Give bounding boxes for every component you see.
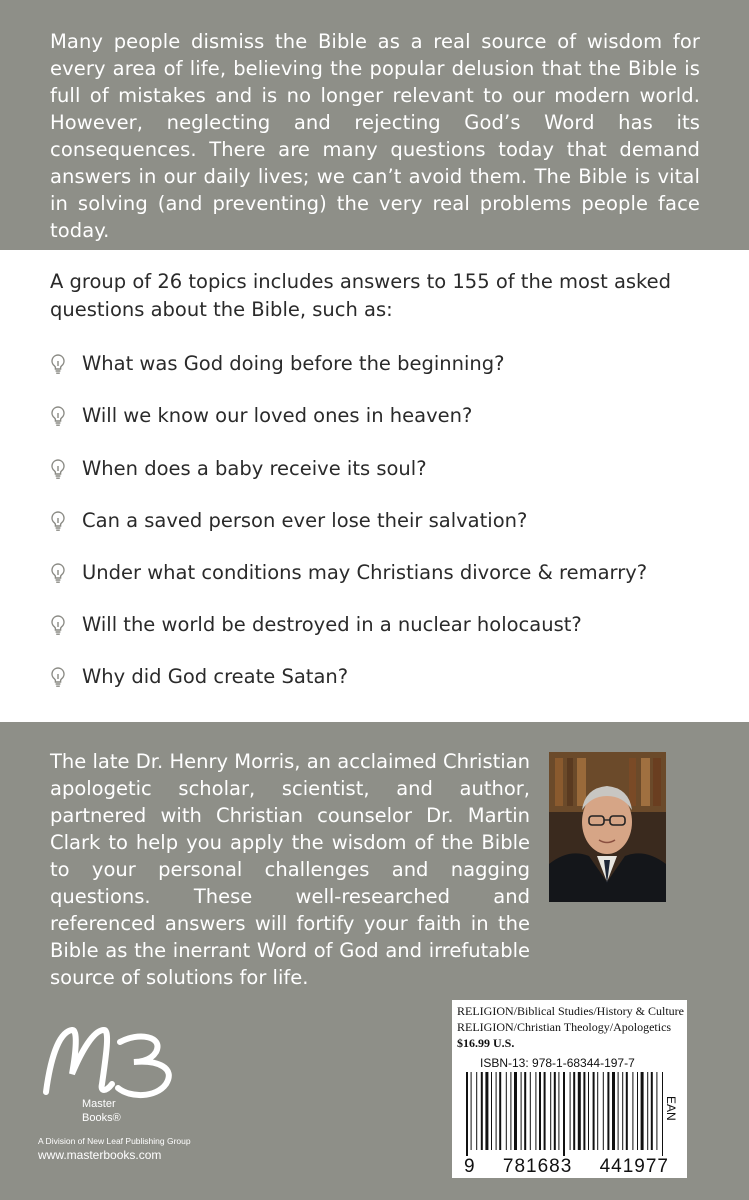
- barcode-bar: [535, 1072, 536, 1150]
- barcode-bar: [578, 1072, 581, 1150]
- barcode-digit-group: 781683: [502, 1156, 573, 1177]
- lightbulb-icon: [50, 666, 66, 688]
- barcode-bar: [626, 1072, 628, 1150]
- master-books-logo: [38, 1022, 188, 1102]
- bisac-category-1: RELIGION/Biblical Studies/History & Culture: [457, 1004, 684, 1018]
- barcode-bar: [597, 1072, 598, 1150]
- barcode-bar: [471, 1072, 472, 1150]
- barcode-bar: [476, 1072, 477, 1150]
- barcode-bar: [485, 1072, 488, 1150]
- barcode-bar: [632, 1072, 633, 1150]
- question-item: [50, 454, 730, 484]
- barcode-bar: [524, 1072, 526, 1150]
- barcode-bar: [656, 1072, 657, 1150]
- barcode-bar: [530, 1072, 531, 1150]
- question-text: When does a baby receive its soul?: [82, 457, 427, 480]
- question-text: Will we know our loved ones in heaven?: [82, 404, 473, 427]
- question-item: [50, 401, 730, 431]
- barcode-bar: [466, 1072, 468, 1156]
- questions-intro: A group of 26 topics includes answers to 155 of the most asked questions about the Bible, such as:: [50, 270, 672, 321]
- ean-label: EAN: [664, 1096, 678, 1121]
- author-bio: The late Dr. Henry Morris, an acclaimed Christian apologetic scholar, scientist, and author, partnered with Christian counselor Dr. Martin Clark to help you apply the wisdom of the Bible to your personal challenges and nagging questions. These well-researched and referenced answers will fortify your faith in the Bible as the inerrant Word of God and irrefutable source of solutions for life.: [50, 750, 530, 989]
- publisher-name-line1: Master: [82, 1098, 116, 1110]
- bisac-category-2: RELIGION/Christian Theology/Apologetics: [457, 1020, 672, 1034]
- question-item: [50, 506, 730, 536]
- summary-paragraph: Many people dismiss the Bible as a real source of wisdom for every area of life, believing the popular delusion that the Bible is full of mistakes and is no longer relevant to our modern world. However, neglecting and rejecting God’s Word has its consequences. There are many questions today that demand answers in our daily lives; we can’t avoid them. The Bible is vital in solving (and preventing) the very real problems people face today.: [50, 30, 700, 242]
- question-text: Why did God create Satan?: [82, 665, 349, 688]
- author-portrait-image: [549, 752, 666, 902]
- barcode-bar: [641, 1072, 644, 1150]
- isbn-label: ISBN-13: 978-1-68344-197-7: [480, 1056, 635, 1070]
- question-text: Can a saved person ever lose their salvation?: [82, 509, 528, 532]
- question-item: [50, 349, 730, 379]
- barcode-digit-group: 9: [464, 1156, 476, 1177]
- barcode-bar: [583, 1072, 585, 1150]
- barcode-bar: [550, 1072, 551, 1150]
- barcode-bar: [514, 1072, 517, 1150]
- barcode-bar: [588, 1072, 589, 1150]
- question-text: Will the world be destroyed in a nuclear holocaust?: [82, 613, 582, 636]
- barcode-bar: [607, 1072, 609, 1150]
- publisher-division: A Division of New Leaf Publishing Group: [38, 1136, 191, 1146]
- barcode-bar: [558, 1072, 559, 1150]
- publisher-name-line2: Books®: [82, 1112, 121, 1124]
- lightbulb-icon: [50, 562, 66, 584]
- author-photo: [549, 752, 666, 902]
- lightbulb-icon: [50, 510, 66, 532]
- barcode-bar: [506, 1072, 507, 1150]
- barcode-bar: [622, 1072, 623, 1150]
- price-label: $16.99 U.S.: [457, 1036, 515, 1050]
- barcode-bar: [651, 1072, 653, 1150]
- publisher-website: www.masterbooks.com: [38, 1148, 162, 1162]
- barcode-bar: [563, 1072, 565, 1156]
- question-text: Under what conditions may Christians divorce & remarry?: [82, 561, 648, 584]
- barcode-bar: [544, 1072, 546, 1150]
- barcode-bar: [491, 1072, 492, 1150]
- question-item: [50, 662, 730, 692]
- barcode-bar: [481, 1072, 483, 1150]
- barcode-bar: [554, 1072, 556, 1150]
- barcode-bar: [662, 1072, 663, 1156]
- lightbulb-icon: [50, 353, 66, 375]
- barcode-bar: [510, 1072, 511, 1150]
- question-item: [50, 610, 730, 640]
- barcode-bar: [496, 1072, 497, 1150]
- lightbulb-icon: [50, 614, 66, 636]
- lightbulb-icon: [50, 405, 66, 427]
- barcode-bar: [521, 1072, 522, 1150]
- barcode-bar: [499, 1072, 501, 1150]
- barcode-bar: [539, 1072, 541, 1150]
- barcode-digits: [464, 1156, 669, 1178]
- barcode-bar: [593, 1072, 595, 1150]
- barcode-bars: [464, 1072, 669, 1156]
- barcode-block: [452, 1000, 687, 1178]
- barcode-bar: [612, 1072, 615, 1150]
- barcode-bar: [618, 1072, 619, 1150]
- barcode-digit-group: 441977: [599, 1156, 669, 1177]
- question-text: What was God doing before the beginning?: [82, 352, 505, 375]
- question-item: [50, 558, 730, 588]
- barcode-bar: [573, 1072, 575, 1150]
- lightbulb-icon: [50, 458, 66, 480]
- barcode-bar: [603, 1072, 604, 1150]
- barcode-bar: [637, 1072, 638, 1150]
- barcode-bar: [647, 1072, 648, 1150]
- barcode-bar: [570, 1072, 571, 1150]
- top-band: [0, 0, 749, 250]
